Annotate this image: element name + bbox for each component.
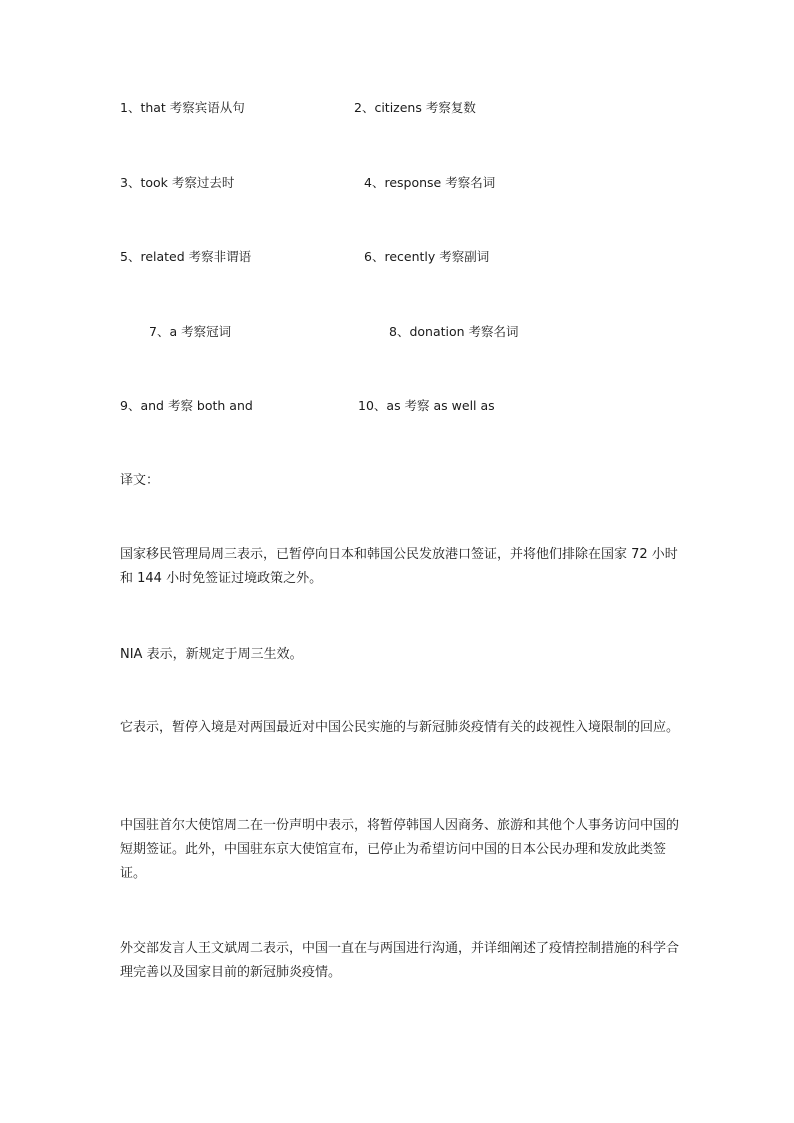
answer-5: 5、related 考察非谓语 [120,249,252,264]
answer-10: 10、as 考察 as well as [358,398,495,413]
paragraph-3: 它表示，暂停入境是对两国最近对中国公民实施的与新冠肺炎疫情有关的歧视性入境限制的回应。 [120,720,680,735]
paragraph-2: NIA 表示，新规定于周三生效。 [120,647,303,662]
answer-2: 2、citizens 考察复数 [354,100,476,115]
answer-6: 6、recently 考察副词 [364,249,490,264]
answer-8: 8、donation 考察名词 [389,324,519,339]
answer-3: 3、took 考察过去时 [120,175,235,190]
answer-7: 7、a 考察冠词 [149,324,232,339]
answer-4: 4、response 考察名词 [364,175,496,190]
paragraph-4: 中国驻首尔大使馆周二在一份声明中表示，将暂停韩国人因商务、旅游和其他个人事务访问中国的短期签证。此外，中国驻东京大使馆宣布，已停止为希望访问中国的日本公民办理和发放此类签证。 [120,818,680,881]
answer-1: 1、that 考察宾语从句 [120,100,245,115]
translation-label: 译文： [120,473,160,488]
paragraph-1: 国家移民管理局周三表示，已暂停向日本和韩国公民发放港口签证，并将他们排除在国家 72 小时和 144 小时免签证过境政策之外。 [120,547,678,586]
answer-9: 9、and 考察 both and [120,398,253,413]
paragraph-5: 外交部发言人王文斌周二表示，中国一直在与两国进行沟通，并详细阐述了疫情控制措施的科学合理完善以及国家目前的新冠肺炎疫情。 [120,941,680,980]
